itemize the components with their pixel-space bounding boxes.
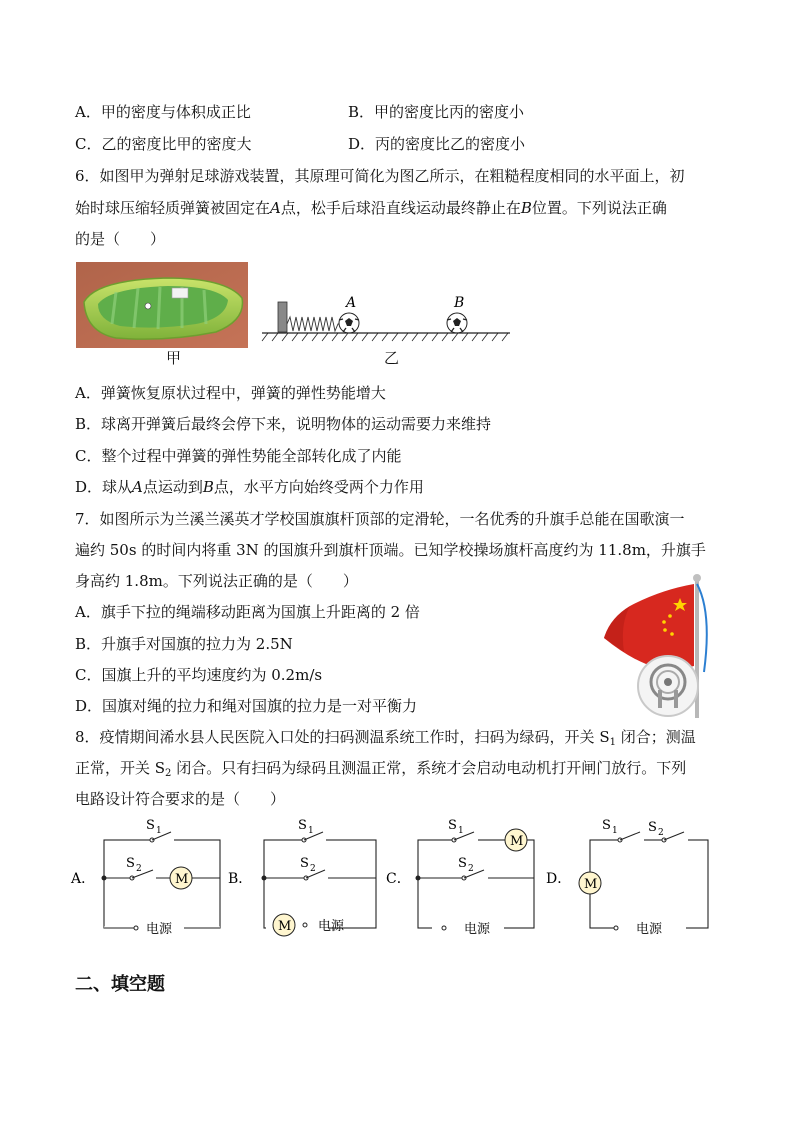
q8-stem-line2: 正常，开关 $S_2$ 闭合。只有扫码为绿码且测温正常，系统才会启动电动机打开闸门放行。下列 [75,759,687,779]
q6-stem-line1: 6．如图甲为弹射足球游戏装置，其原理可简化为图乙所示，在粗糙程度相同的水平面上，初 [75,167,685,185]
soccer-ball-b [447,313,467,333]
q7-option-c: C．国旗上升的平均速度约为 0.2m/s [75,666,323,684]
svg-text:电源: 电源 [318,919,345,934]
svg-text:M: M [510,834,524,849]
svg-text:A．: A． [71,871,96,887]
svg-text:2: 2 [310,864,316,874]
svg-text:1: 1 [308,826,314,836]
q5-option-c: C．乙的密度比甲的密度大 [75,135,252,153]
spring [287,317,339,331]
svg-text:M: M [584,877,598,892]
svg-text:S: S [298,818,307,833]
svg-text:B．: B． [228,871,253,887]
q6-option-d: D．球从A点运动到B点，水平方向始终受两个力作用 [75,478,424,496]
svg-text:S: S [648,820,657,835]
circuit-a [70,818,192,937]
svg-text:S: S [300,856,309,871]
q6-stem-line2: 始时球压缩轻质弹簧被固定在A点，松手后球沿直线运动最终静止在B位置。下列说法正确 [75,199,667,217]
fig-label-jia: 甲 [166,349,182,367]
q6-stem-line3: 的是（ ） [75,230,166,248]
toy-football-photo [76,262,248,348]
svg-text:S: S [126,856,135,871]
svg-text:2: 2 [658,828,664,838]
q6-option-b: B．球离开弹簧后最终会停下来，说明物体的运动需要力来维持 [75,415,492,433]
spring-ball-diagram [258,292,518,352]
svg-text:1: 1 [458,826,464,836]
q5-option-a: A．甲的密度与体积成正比 [75,103,251,121]
svg-text:M: M [278,919,292,934]
svg-text:D．: D． [546,871,572,887]
svg-text:S: S [448,818,457,833]
q7-stem-line2: 遍约 50s 的时间内将重 3N 的国旗升到旗杆顶端。已知学校操场旗杆高度约为 11.8m，升旗手 [75,541,706,559]
svg-text:2: 2 [468,864,474,874]
svg-text:电源: 电源 [636,922,663,937]
q7-stem-line3: 身高约 1.8m。下列说法正确的是（ ） [75,572,358,590]
soccer-ball-a [339,313,359,333]
q7-option-b: B．升旗手对国旗的拉力为 2.5N [75,635,293,653]
circuit-options [70,812,730,942]
svg-text:S: S [458,856,467,871]
section-heading-fill-in: 二、填空题 [75,974,165,995]
svg-text:C．: C． [386,871,411,887]
q7-stem-line1: 7．如图所示为兰溪兰溪英才学校国旗旗杆顶部的定滑轮，一名优秀的升旗手总能在国歌演一 [75,510,685,528]
svg-text:M: M [175,872,189,887]
svg-text:电源: 电源 [146,922,173,937]
flag-pulley-image [600,572,720,720]
circuit-d [546,818,688,937]
fixed-wall [278,302,287,332]
q6-option-c: C．整个过程中弹簧的弹性势能全部转化成了内能 [75,447,402,465]
q5-option-d: D．丙的密度比乙的密度小 [348,135,526,153]
q8-stem-line1: 8．疫情期间浠水县人民医院入口处的扫码测温系统工作时，扫码为绿码，开关 $S_1$ 闭合；测温 [75,728,696,748]
circuit-b [228,818,345,936]
q8-stem-line3: 电路设计符合要求的是（ ） [75,790,286,808]
fig-point-b: B [454,295,465,311]
q6-option-a: A．弹簧恢复原状过程中，弹簧的弹性势能增大 [75,384,386,402]
q7-option-d: D．国旗对绳的拉力和绳对国旗的拉力是一对平衡力 [75,697,418,715]
svg-text:电源: 电源 [464,922,491,937]
fig-point-a: A [346,295,357,311]
svg-text:S: S [602,818,611,833]
q7-option-a: A．旗手下拉的绳端移动距离为国旗上升距离的 2 倍 [75,603,420,621]
q5-option-b: B．甲的密度比丙的密度小 [348,103,525,121]
svg-text:2: 2 [136,864,142,874]
svg-text:1: 1 [612,826,618,836]
svg-text:1: 1 [156,826,162,836]
svg-text:S: S [146,818,155,833]
fig-label-yi: 乙 [384,349,400,367]
